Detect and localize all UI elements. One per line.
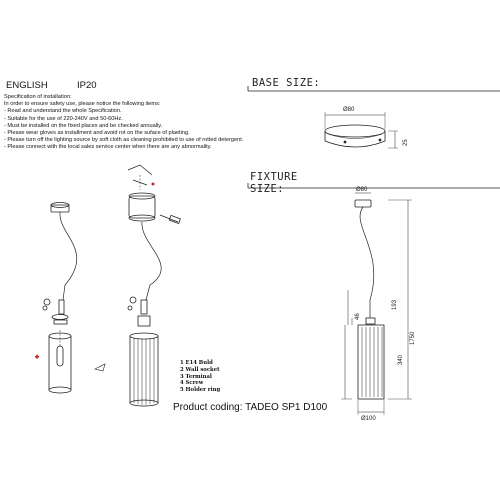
- assembly-view-center: [128, 165, 180, 406]
- accent-marks: [35, 183, 155, 359]
- legend-item: 5 Holder ring: [180, 387, 221, 394]
- spec-line: - Please turn off the lighting source by soft cloth as cleaning prohibited to use of rotted detergent.: [4, 137, 244, 144]
- bulb-glyph: [95, 364, 105, 371]
- spec-line: In order to ensure safety use, please notice the following items:: [4, 101, 161, 108]
- assembly-view-left: [43, 203, 77, 394]
- language-heading: ENGLISH: [6, 80, 48, 91]
- shade-length-label: 340: [398, 354, 404, 365]
- legend-item: 4 Screw: [180, 380, 204, 387]
- base-diameter-label: Ø80: [343, 107, 355, 113]
- spec-line: - Please connect with the local sales service center when there are any abnormality.: [4, 144, 212, 151]
- legend-item: 2 Wall socket: [180, 366, 220, 373]
- product-coding: Product coding: TADEO SP1 D100: [173, 402, 328, 413]
- cord-length-label: 193: [392, 299, 398, 310]
- base-height-label: 25: [403, 139, 409, 146]
- gap-label: 46: [355, 313, 361, 320]
- spec-line: - Must be installed on the fixed places and be checked annually.: [4, 122, 163, 129]
- legend-item: 1 E14 Buld: [180, 360, 213, 366]
- base-ring-drawing: [325, 112, 398, 148]
- parts-legend: [180, 360, 220, 394]
- spec-line: - Please wear gloves as installment and avoid rot on the suface of plaeting.: [4, 130, 190, 137]
- spec-line: - Read and understand the whole Specification.: [4, 108, 122, 115]
- top-diameter-label: Ø80: [356, 187, 368, 193]
- total-length-label: 1750: [410, 331, 416, 345]
- legend-item: 3 Terminal: [180, 373, 212, 380]
- ip-rating: IP20: [77, 80, 97, 91]
- fixture-dimension-drawing: [341, 193, 412, 415]
- spec-line: Specification of installation:: [4, 94, 72, 100]
- base-size-title: BASE SIZE:: [252, 77, 321, 89]
- fixture-title-line1: FIXTURE: [250, 171, 298, 183]
- fixture-title-line2: SIZE:: [250, 183, 285, 195]
- bottom-diameter-label: Ø100: [361, 416, 376, 422]
- spec-line: - Suitable for the use of 220-240V and 50-60Hz.: [4, 115, 123, 122]
